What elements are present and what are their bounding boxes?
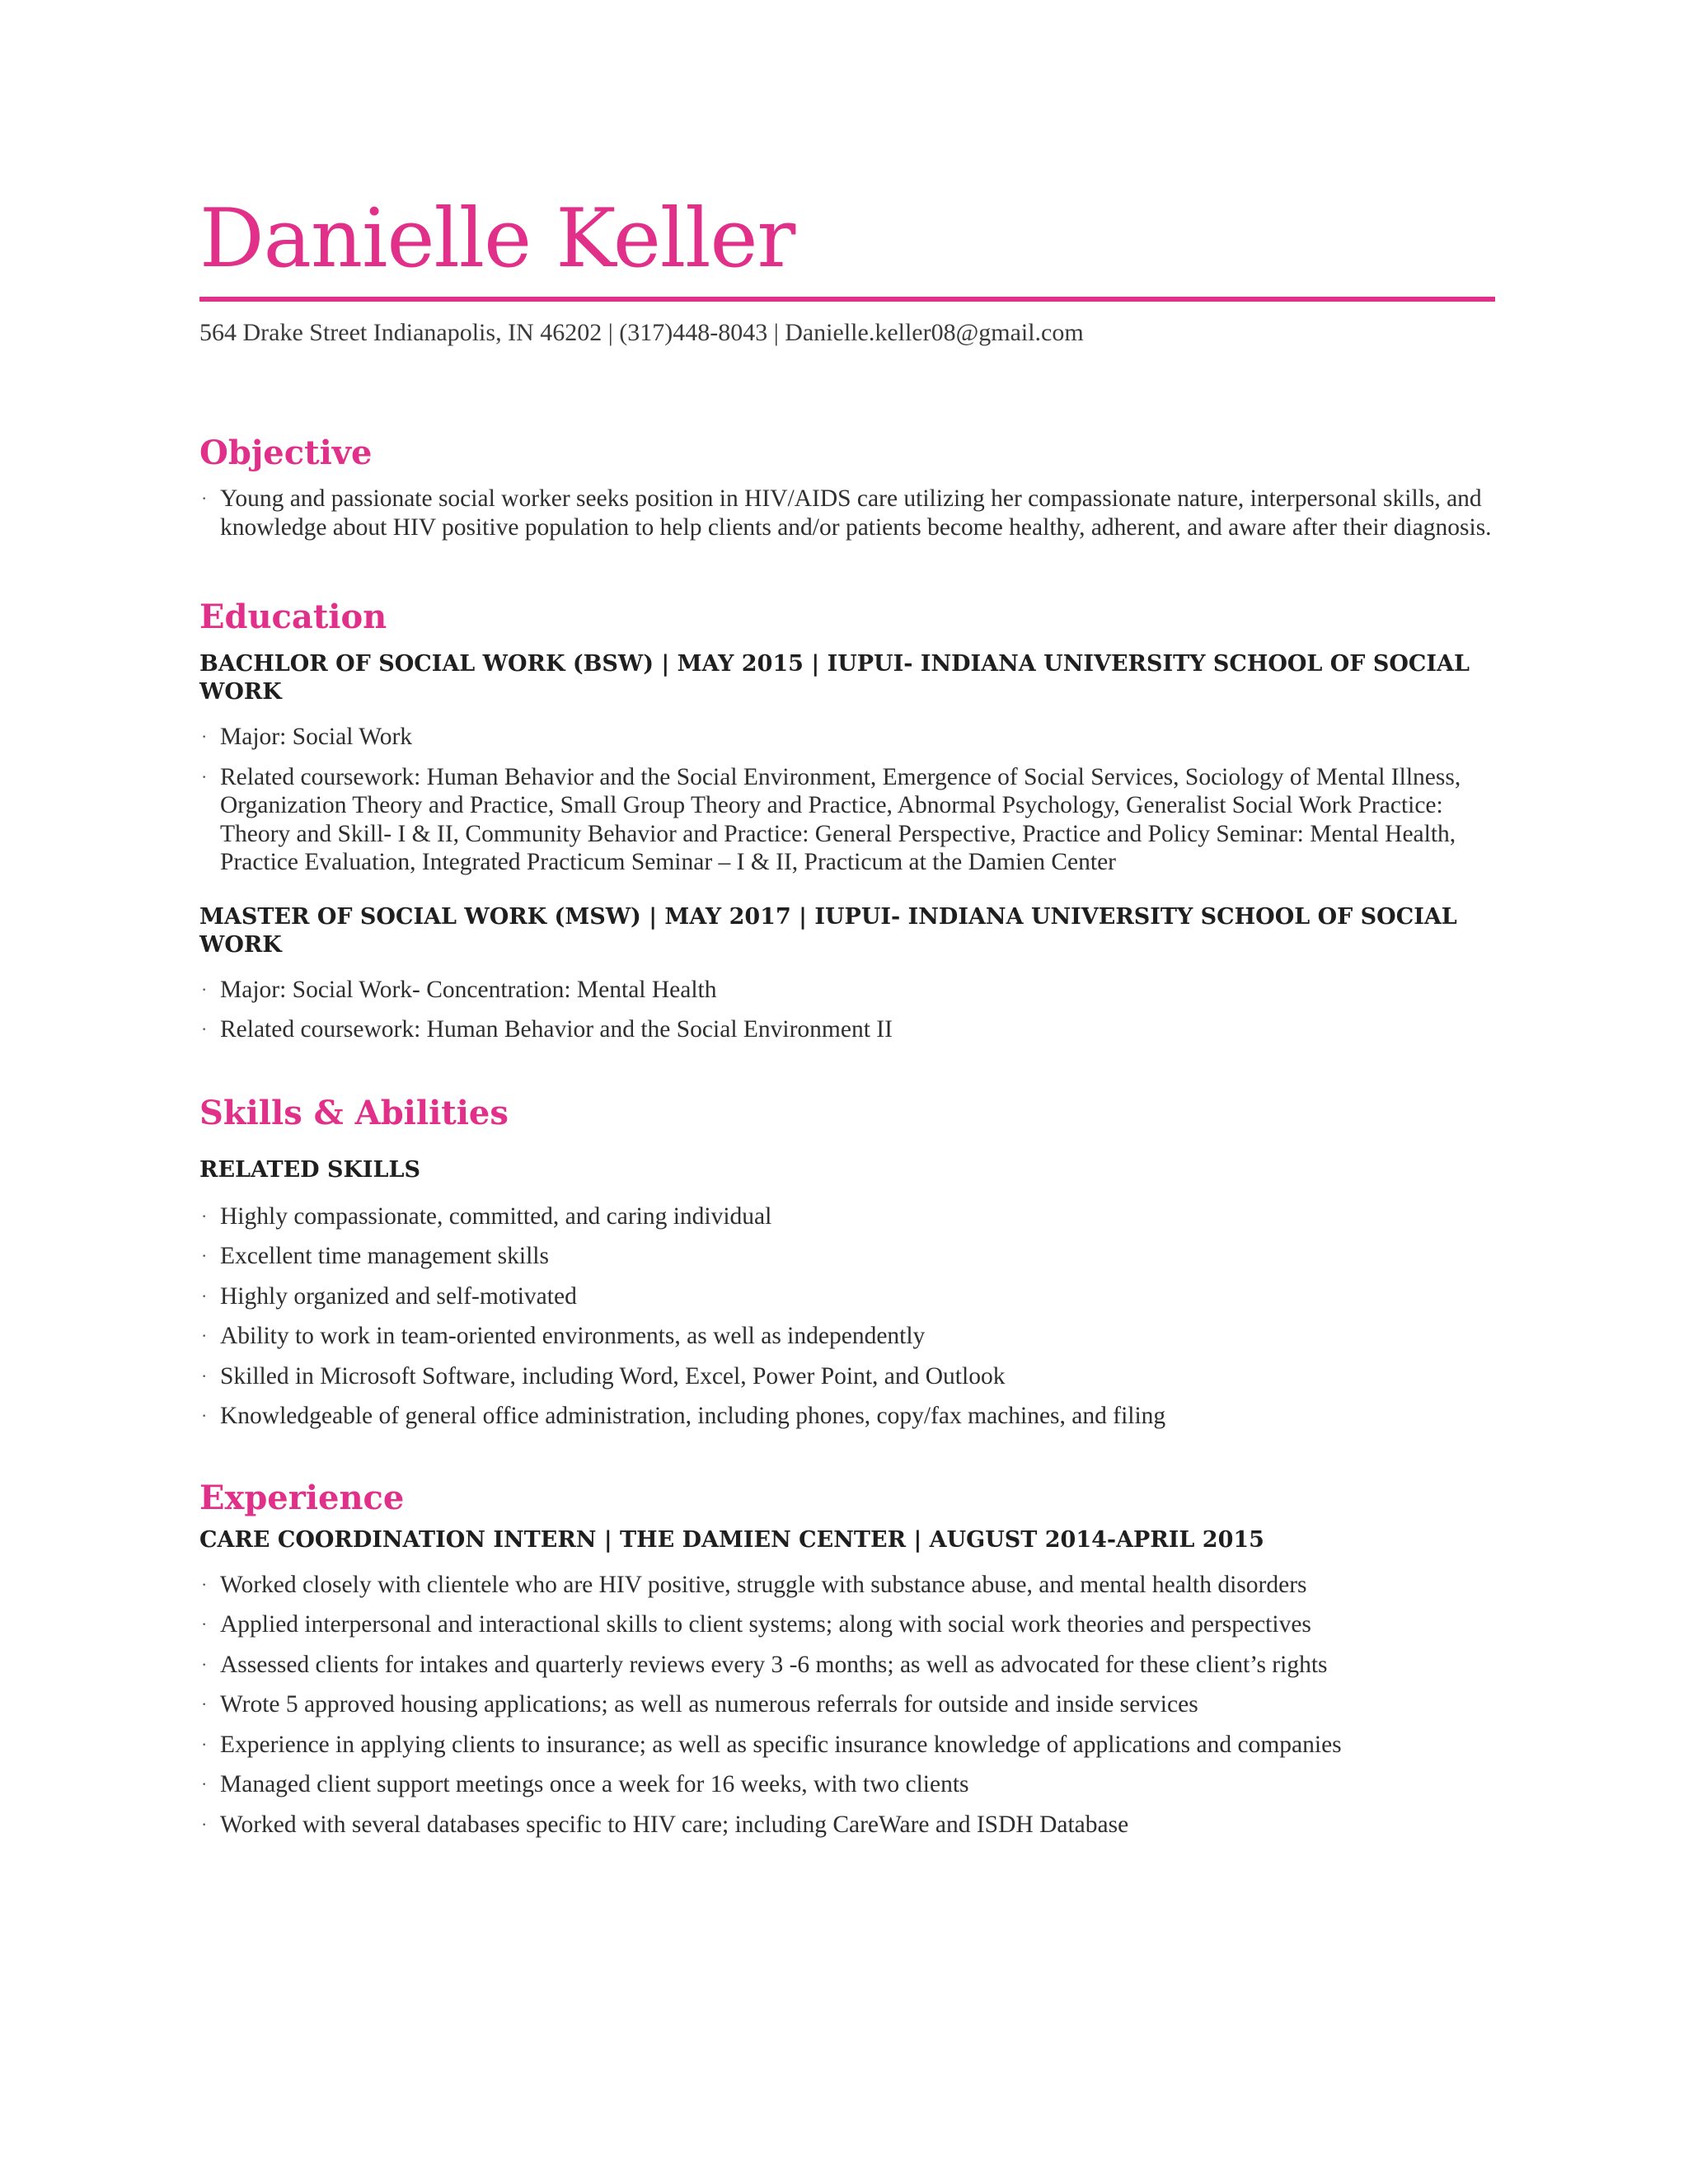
skills-subheading: RELATED SKILLS <box>199 1156 421 1183</box>
bullet-icon: · <box>201 1405 208 1426</box>
bullet-icon: · <box>201 766 208 787</box>
experience-subheading: CARE COORDINATION INTERN | THE DAMIEN CENTER | AUGUST 2014-APRIL 2015 <box>199 1526 1264 1553</box>
bullet-icon: · <box>201 1733 208 1755</box>
list-item-text: Ability to work in team-oriented environments, as well as independently <box>220 1323 926 1349</box>
candidate-name: Danielle Keller <box>199 192 795 286</box>
skills-title: Skills & Abilities <box>199 1093 509 1132</box>
list-item <box>199 1571 1495 1600</box>
experience-title: Experience <box>199 1478 405 1517</box>
bullet-icon: · <box>201 1325 208 1346</box>
skills-section <box>199 1092 1495 1431</box>
list-item <box>199 1770 1495 1799</box>
bullet-icon: · <box>201 978 208 1000</box>
contact-line: 564 Drake Street Indianapolis, IN 46202 | (317)448-8043 | Danielle.keller08@gmail.com <box>199 319 1084 346</box>
list-item <box>199 1282 1495 1311</box>
objective-section <box>199 432 1495 541</box>
list-item <box>199 1651 1495 1680</box>
list-item <box>199 1322 1495 1351</box>
education-section <box>199 596 1495 1044</box>
list-item <box>199 1610 1495 1639</box>
list-item-text: Applied interpersonal and interactional skills to client systems; along with social work theories and perspectives <box>220 1611 1311 1638</box>
list-item-text: Related coursework: Human Behavior and the Social Environment II <box>220 1016 893 1043</box>
objective-title: Objective <box>199 434 373 472</box>
bullet-icon: · <box>201 1694 208 1714</box>
list-item-text: Experience in applying clients to insurance; as well as specific insurance knowledge of applications and companies <box>220 1731 1342 1758</box>
education-entry-list <box>199 723 1495 877</box>
bullet-icon: · <box>201 1653 208 1675</box>
list-item <box>199 1731 1495 1760</box>
list-item <box>199 1015 1495 1044</box>
list-item <box>199 723 1495 752</box>
bullet-icon: · <box>201 1614 208 1634</box>
bullet-icon: · <box>201 1245 208 1266</box>
bullet-icon: · <box>201 1205 208 1226</box>
objective-list <box>199 485 1495 541</box>
list-item <box>199 976 1495 1005</box>
list-item <box>199 485 1495 541</box>
list-item <box>199 1202 1495 1231</box>
bullet-icon: · <box>201 1365 208 1386</box>
education-entry-list <box>199 976 1495 1044</box>
list-item <box>199 763 1495 877</box>
list-item <box>199 1242 1495 1271</box>
list-item-text: Managed client support meetings once a week for 16 weeks, with two clients <box>220 1771 969 1797</box>
list-item-text: Major: Social Work- Concentration: Mental Health <box>220 976 717 1003</box>
list-item-text: Skilled in Microsoft Software, including Word, Excel, Power Point, and Outlook <box>220 1362 1006 1390</box>
list-item-text: Major: Social Work <box>220 724 413 750</box>
bullet-icon: · <box>201 1813 208 1835</box>
list-item <box>199 1811 1495 1840</box>
objective-text: Young and passionate social worker seeks position in HIV/AIDS care utilizing her compassionate nature, interpersonal skills, and knowledge about HIV positive population to help clients and/or patients become healthy, adherent, and aware after their diagnosis. <box>220 485 1492 541</box>
list-item-text: Related coursework: Human Behavior and the Social Environment, Emergence of Social Services, Sociology of Mental Illness, Organization Theory and Practice, Small Group Theory and Practice, Abnormal Psychology, Generalist Social Work Practice: Theory and Skill- I & II, Community Behavior and Practice: General Perspective, Practice and Policy Seminar: Mental Health, Practice Evaluation, Integrated Practicum Seminar – I & II, Practicum at the Damien Center <box>220 763 1461 875</box>
list-item <box>199 1402 1495 1431</box>
list-item-text: Assessed clients for intakes and quarterly reviews every 3 -6 months; as well as advocated for these client’s rights <box>220 1651 1328 1678</box>
list-item <box>199 1362 1495 1391</box>
list-item <box>199 1690 1495 1719</box>
list-item-text: Worked closely with clientele who are HIV positive, struggle with substance abuse, and mental health disorders <box>220 1571 1307 1598</box>
bullet-icon: · <box>201 1774 208 1794</box>
list-item-text: Wrote 5 approved housing applications; as well as numerous referrals for outside and inside services <box>220 1691 1198 1718</box>
bullet-icon: · <box>201 1573 208 1595</box>
experience-list <box>199 1571 1495 1840</box>
list-item-text: Knowledgeable of general office administration, including phones, copy/fax machines, and filing <box>220 1403 1166 1429</box>
experience-section <box>199 1477 1495 1840</box>
list-item-text: Excellent time management skills <box>220 1243 549 1269</box>
list-item-text: Highly organized and self-motivated <box>220 1282 577 1310</box>
list-item-text: Worked with several databases specific to HIV care; including CareWare and ISDH Database <box>220 1811 1129 1838</box>
name-divider <box>199 297 1495 302</box>
resume-content <box>199 190 1495 1850</box>
bullet-icon: · <box>201 1285 208 1306</box>
list-item-text: Highly compassionate, committed, and caring individual <box>220 1202 772 1230</box>
bullet-icon: · <box>201 488 208 509</box>
bullet-icon: · <box>201 726 208 747</box>
education-title: Education <box>199 598 387 636</box>
skills-list <box>199 1202 1495 1431</box>
education-entry-heading: MASTER OF SOCIAL WORK (MSW) | MAY 2017 | IUPUI- INDIANA UNIVERSITY SCHOOL OF SOCIAL WORK <box>199 903 1457 958</box>
education-entry-heading: BACHLOR OF SOCIAL WORK (BSW) | MAY 2015 | IUPUI- INDIANA UNIVERSITY SCHOOL OF SOCIAL WORK <box>199 651 1470 705</box>
bullet-icon: · <box>201 1019 208 1039</box>
